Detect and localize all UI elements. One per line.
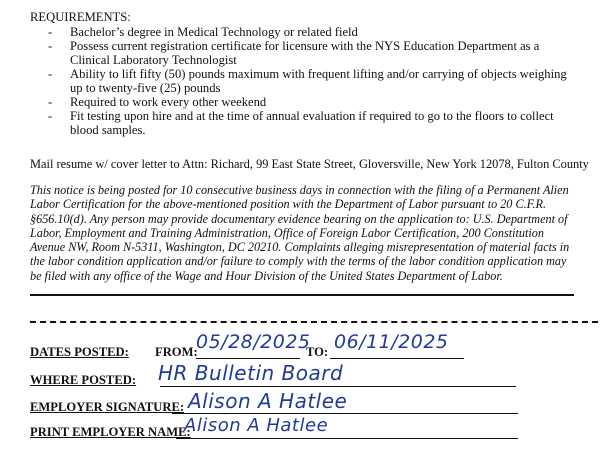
dates-posted-label: DATES POSTED: [30, 345, 129, 359]
mail-resume-instructions: Mail resume w/ cover letter to Attn: Richard, 99 East State Street, Gloversville, New York 12078, Fulton County [30, 157, 589, 171]
requirement-text: Required to work every other weekend [70, 95, 267, 109]
print-employer-name-line [176, 438, 518, 439]
requirement-text: Bachelor’s degree in Medical Technology or related field [70, 25, 358, 39]
employer-signature-handwritten: Alison A Hatlee [188, 389, 348, 413]
bullet-dash: - [48, 109, 53, 123]
print-employer-name-label: PRINT EMPLOYER NAME: [30, 425, 191, 439]
requirement-text: Ability to lift fifty (50) pounds maximum with frequent lifting and/or carrying of objects weighing up to twenty-five (25) pounds [70, 67, 567, 95]
to-line [330, 358, 464, 359]
print-employer-name-handwritten: Alison A Hatlee [184, 415, 329, 436]
requirements-heading: REQUIREMENTS: [30, 10, 131, 24]
where-posted-label: WHERE POSTED: [30, 373, 137, 387]
employer-signature-label: EMPLOYER SIGNATURE: [30, 400, 185, 414]
requirement-item [30, 39, 570, 67]
from-line [196, 358, 300, 359]
requirement-item [30, 109, 570, 137]
requirement-item [30, 25, 570, 39]
requirement-text: Possess current registration certificate for licensure with the NYS Education Department as a Clinical Laboratory Technologist [70, 39, 540, 67]
bullet-dash: - [48, 39, 53, 53]
requirements-list [30, 25, 570, 137]
requirement-item [30, 67, 570, 95]
from-label: FROM: [155, 345, 198, 359]
to-label: TO: [306, 345, 329, 359]
bullet-dash: - [48, 95, 53, 109]
where-posted-handwritten: HR Bulletin Board [158, 361, 344, 385]
to-date-handwritten: 06/11/2025 [334, 331, 449, 353]
employer-signature-line [172, 413, 518, 414]
bullet-dash: - [48, 25, 53, 39]
where-posted-line [160, 386, 516, 387]
from-date-handwritten: 05/28/2025 [196, 331, 311, 353]
dashed-divider [30, 321, 598, 323]
section-divider [30, 294, 574, 296]
requirement-item [30, 95, 570, 109]
requirement-text: Fit testing upon hire and at the time of annual evaluation if required to go to the floors to collect blood samples. [70, 109, 554, 137]
bullet-dash: - [48, 67, 53, 81]
labor-certification-notice: This notice is being posted for 10 consecutive business days in connection with the filing of a Permanent Alien Labor Certification for the above-mentioned position with the Department of Labor pursuant to 20 C.F.R. §656.10(d). Any person may provide documentary evidence bearing on the application to: U.S. Department of Labor, Employment and Training Administration, Office of Foreign Labor Certification, 200 Constitution Avenue NW, Room N-5311, Washington, DC 20210. Complaints alleging misrepresentation of material facts in the labor condition application and/or failure to comply with the terms of the labor condition application may be filed with any office of the Wage and Hour Division of the United States Department of Labor. [30, 183, 570, 283]
